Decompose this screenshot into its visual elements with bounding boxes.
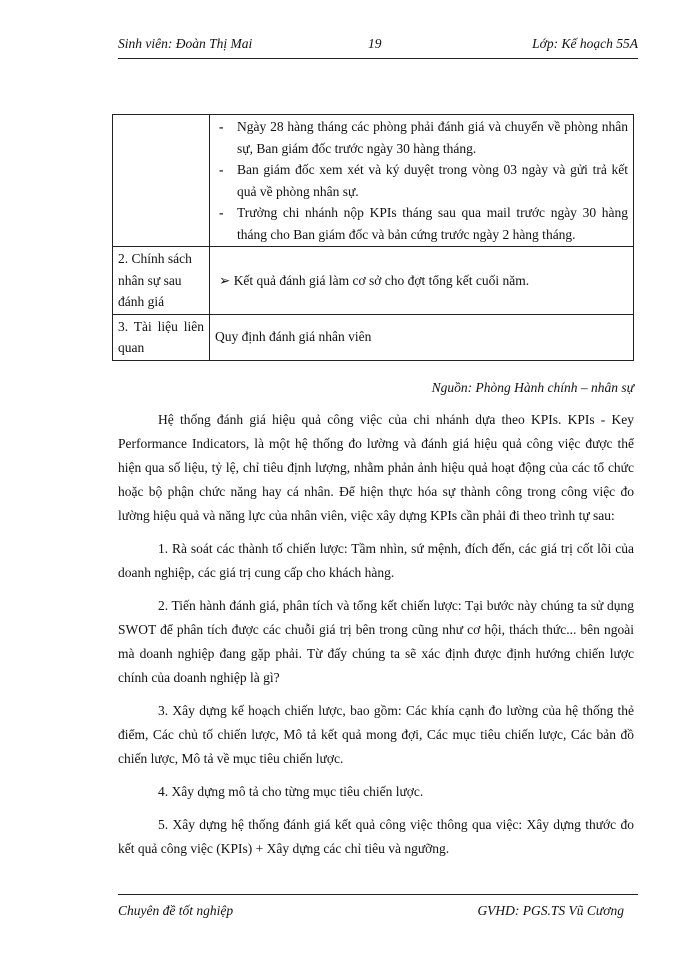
dash-list xyxy=(215,116,628,245)
footer-right: GVHD: PGS.TS Vũ Cương xyxy=(477,903,624,918)
table-row xyxy=(113,247,634,315)
row-label-policy: 2. Chính sách nhân sự sau đánh giá xyxy=(113,247,210,315)
paragraph: Hệ thống đánh giá hiệu quả công việc của chi nhánh dựa theo KPIs. KPIs - Key Performance Indicators, là một hệ thống đo lường và đánh giá hiệu quả công việc được thể hiện qua số liệu, tỷ lệ, chỉ tiêu định lượng, nhằm phản ảnh hiệu quả hoạt động của các tổ chức hoặc bộ phận chức năng hay cá nhân. Để hiện thực hóa sự thành công trong công việc đo lường hiệu quả và năng lực của nhân viên, việc xây dựng KPIs cần phải đi theo trình tự sau: xyxy=(118,412,634,523)
page-header xyxy=(118,34,638,59)
row-label-docs: 3. Tài liệu liên quan xyxy=(113,314,210,360)
table-cell-items xyxy=(210,115,634,247)
page-number: 19 xyxy=(368,36,382,51)
list-item: - Ban giám đốc xem xét và ký duyệt trong vòng 03 ngày và gửi trả kết quả về phòng nhân sự. xyxy=(219,162,628,199)
row-content-policy: ➢ Kết quả đánh giá làm cơ sở cho đợt tổng kết cuối năm. xyxy=(210,247,634,315)
footer-left: Chuyên đề tốt nghiệp xyxy=(118,903,234,918)
table-row xyxy=(113,314,634,360)
row-content-docs: Quy định đánh giá nhân viên xyxy=(210,314,634,360)
table-row xyxy=(113,115,634,247)
paragraph: 2. Tiến hành đánh giá, phân tích và tổng kết chiến lược: Tại bước này chúng ta sử dụng SWOT để phân tích được các chuỗi giá trị bên trong cũng như cơ hội, thách thức... bên ngoài mà doanh nghiệp đang gặp phải. Từ đấy chúng ta sẽ xác định được định hướng chiến lược chính của doanh nghiệp là gì? xyxy=(118,598,634,685)
header-student: Sinh viên: Đoàn Thị Mai xyxy=(118,36,253,51)
list-item: - Trưởng chi nhánh nộp KPIs tháng sau qua mail trước ngày 30 hàng tháng cho Ban giám đốc và bản cứng trước ngày 2 hàng tháng. xyxy=(219,205,628,242)
paragraph: 4. Xây dựng mô tả cho từng mục tiêu chiến lược. xyxy=(158,784,424,799)
page-footer xyxy=(118,894,638,925)
table-cell-empty xyxy=(113,115,210,247)
list-item: - Ngày 28 hàng tháng các phòng phải đánh giá và chuyển về phòng nhân sự, Ban giám đốc trước ngày 30 hàng tháng. xyxy=(219,119,628,156)
body-text xyxy=(118,408,634,870)
paragraph: 3. Xây dựng kế hoạch chiến lược, bao gồm: Các khía cạnh đo lường của hệ thống thẻ điểm, Các chủ tố chiến lược, Mô tả kết quả mong đợi, Các mục tiêu chiến lược, Các bản đồ chiến lược, Mô tả về mục tiêu chiến lược. xyxy=(118,703,634,766)
source-note: Nguồn: Phòng Hành chính – nhân sự xyxy=(431,380,634,395)
paragraph: 1. Rà soát các thành tố chiến lược: Tầm nhìn, sứ mệnh, đích đến, các giá trị cốt lõi của doanh nghiệp, các giá trị cung cấp cho khách hàng. xyxy=(118,541,634,580)
procedure-table xyxy=(112,114,634,361)
header-class: Lớp: Kế hoạch 55A xyxy=(532,36,638,51)
arrow-bullet-icon: ➢ xyxy=(219,272,231,288)
paragraph: 5. Xây dựng hệ thống đánh giá kết quả công việc thông qua việc: Xây dựng thước đo kết quả công việc (KPIs) + Xây dựng các chỉ tiêu và ngưỡng. xyxy=(118,817,634,856)
